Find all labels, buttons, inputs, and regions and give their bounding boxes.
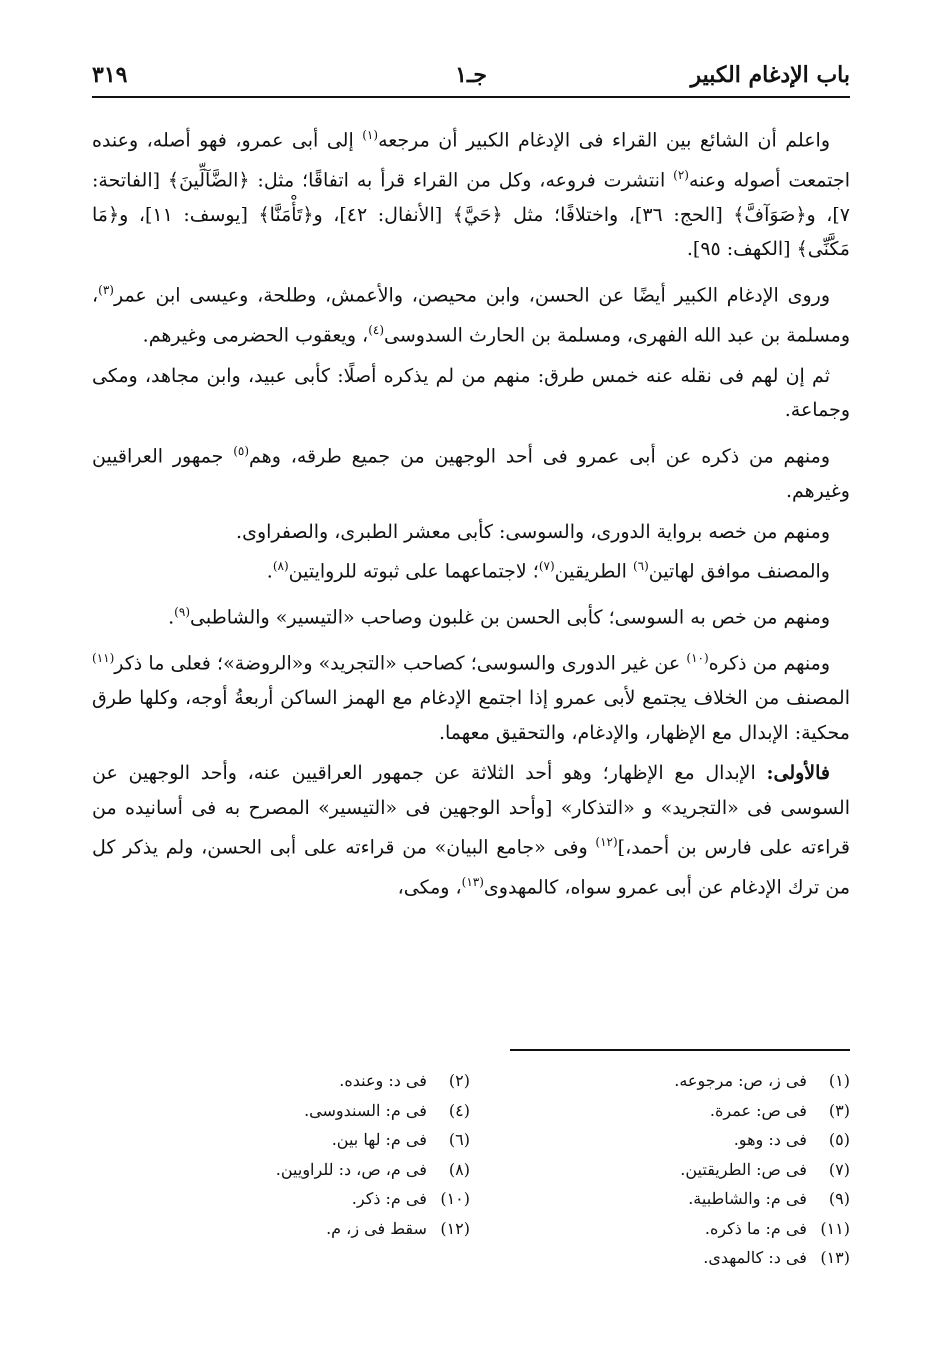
footnote-text: سقط فى ز، م.	[326, 1218, 427, 1238]
paragraph-2	[92, 273, 850, 353]
paragraph-5	[92, 515, 850, 550]
footnote-text: فى م: والشاطبية.	[688, 1189, 807, 1208]
footnote-ref: (٣)	[98, 283, 114, 298]
chapter-title: باب الإدغام الكبير	[690, 62, 850, 88]
footnote	[490, 1155, 850, 1185]
text-run: ، ومكى،	[397, 876, 462, 899]
text-run: ؛ لاجتماعهما على ثبوته للروايتين	[288, 560, 539, 583]
text-run: والمصنف موافق لهاتين	[648, 560, 830, 583]
footnote	[110, 1066, 470, 1096]
text-run: واعلم أن الشائع بين القراء فى الإدغام الكبير أن مرجعه	[378, 129, 830, 152]
footnote-number: (١)	[828, 1071, 850, 1090]
footnote-ref: (١)	[362, 128, 379, 142]
footnote	[490, 1096, 850, 1126]
text-run: ثم إن لهم فى نقله عنه خمس طرق: منهم من لم يذكره أصلًا: كأبى عبيد، وابن مجاهد، ومكى وجماعة.	[92, 364, 850, 422]
paragraph-7	[92, 595, 850, 635]
paragraph-6	[92, 549, 850, 589]
footnote	[110, 1214, 470, 1244]
footnote	[490, 1066, 850, 1096]
footnote-number: (١٢)	[440, 1218, 470, 1238]
footnote-text: فى ص: عمرة.	[709, 1100, 807, 1120]
text-run: ، ويعقوب الحضرمى وغيرهم.	[142, 324, 369, 347]
footnote-number: (١٣)	[820, 1248, 850, 1267]
footnote-ref: (٤)	[368, 322, 385, 337]
footnote-number: (١١)	[820, 1218, 850, 1238]
footnote-text: فى د: وعنده.	[339, 1071, 427, 1090]
footnote-ref: (١٠)	[686, 651, 709, 666]
footnote	[490, 1184, 850, 1214]
page-number: ٣١٩	[92, 62, 128, 88]
footnote-ref: (٢)	[673, 167, 689, 182]
footnote-text: فى م: لها بين.	[331, 1130, 427, 1149]
section-lead: فالأولى:	[766, 762, 830, 785]
footnote-number: (٦)	[448, 1130, 470, 1149]
footnote-number: (٤)	[448, 1100, 470, 1120]
footnote-ref: (٥)	[233, 444, 250, 459]
text-run: .	[168, 606, 175, 629]
paragraph-8	[92, 641, 850, 750]
footnote-text: فى ص: الطريقتين.	[680, 1159, 807, 1179]
footnote	[110, 1155, 470, 1185]
text-run: المصنف من الخلاف يجتمع لأبى عمرو إذا اجتمع الإدغام مع الهمز الساكن أربعةُ أوجه، وكلها طرق محكية: الإبدال مع الإظهار، والإدغام، والتحقيق معهما.	[92, 686, 850, 744]
footnote	[110, 1096, 470, 1126]
text-run: انتشرت فروعه، وكل من القراء قرأ به اتفاقًا؛ مثل: ﴿الضَّآلِّينَ﴾ [الفاتحة: ٧]، و﴿صَوَآفَّ﴾ [الحج: ٣٦]، واختلافًا؛ مثل ﴿حَيَّ﴾ [الأنفال: ٤٢]، و﴿تَأْمَنَّا﴾ [يوسف: ١١]، و﴿مَا مَكَّنِّى﴾ [الكهف: ٩٥].	[92, 169, 850, 261]
paragraph-4	[92, 434, 850, 509]
text-run: الإبدال مع الإظهار؛ وهو أحد الثلاثة عن جمهور العراقيين عنه، وأحد الوجهين عن السوسى فى «التجريد» و «التذكار» [وأحد الوجهين فى «التيسير» المصرح به فى أسانيده من قراءته على فارس بن أحمد،]	[92, 762, 850, 859]
footnote-number: (٧)	[828, 1159, 850, 1179]
page-header	[92, 62, 850, 98]
text-run: ومنهم من ذكره عن أبى عمرو فى أحد الوجهين من جميع طرقه، وهم	[249, 445, 831, 468]
text-run: وروى الإدغام الكبير أيضًا عن الحسن، وابن محيصن، والأعمش، وطلحة، وعيسى ابن عمر	[113, 284, 830, 307]
footnote-number: (١٠)	[440, 1189, 470, 1208]
footnote	[110, 1125, 470, 1155]
footnotes-column-left	[110, 1066, 470, 1243]
footnote-ref: (١١)	[92, 651, 115, 666]
paragraph-1	[92, 118, 850, 267]
volume-label: جـ١	[455, 62, 487, 88]
footnote	[490, 1243, 850, 1273]
footnote-text: فى م، ص، د: للراويين.	[275, 1159, 427, 1179]
text-run: إلى أبى عمرو، فهو أصله، وعنده اجتمعت أصوله وعنه	[92, 129, 851, 192]
footnote-text: فى د: كالمهدى.	[703, 1248, 807, 1267]
footnote-text: فى ز، ص: مرجوعه.	[674, 1071, 807, 1090]
paragraph-9	[92, 756, 850, 905]
footnote-ref: (٦)	[632, 559, 649, 574]
main-text	[92, 118, 850, 911]
footnote-text: فى د: وهو.	[733, 1130, 807, 1149]
paragraph-3	[92, 359, 850, 428]
footnote-number: (٨)	[448, 1159, 470, 1179]
text-run: ، ومسلمة بن عبد الله الفهرى، ومسلمة بن الحارث السدوسى	[92, 284, 850, 347]
footnote	[110, 1184, 470, 1214]
text-run: ومنهم من خص به السوسى؛ كأبى الحسن بن غلبون وصاحب «التيسير» والشاطبى	[190, 606, 830, 629]
text-run: ومنهم من ذكره	[708, 652, 831, 675]
footnote-ref: (٧)	[538, 559, 555, 574]
footnote-ref: (١٢)	[595, 835, 618, 850]
text-run: جمهور العراقيين وغيرهم.	[92, 445, 850, 502]
footnote-number: (٢)	[448, 1071, 470, 1090]
footnote-divider	[510, 1049, 850, 1051]
footnote-ref: (٨)	[272, 559, 289, 574]
footnote-text: فى م: السندوسى.	[304, 1100, 427, 1120]
footnotes-column-right	[490, 1066, 850, 1273]
footnote-ref: (٩)	[174, 605, 190, 620]
text-run: ومنهم من خصه برواية الدورى، والسوسى: كأبى معشر الطبرى، والصفراوى.	[236, 520, 830, 543]
footnote-text: فى م: ذكر.	[351, 1189, 427, 1208]
footnote-number: (٩)	[828, 1189, 850, 1208]
footnote	[490, 1214, 850, 1244]
text-run: عن غير الدورى والسوسى؛ كصاحب «التجريد» و«الروضة»؛ فعلى ما ذكر	[114, 652, 681, 675]
footnote-ref: (١٣)	[461, 875, 484, 890]
text-run: الطريقين	[554, 560, 627, 583]
footnote-number: (٣)	[828, 1100, 850, 1120]
text-run: .	[266, 560, 273, 583]
footnote	[490, 1125, 850, 1155]
footnote-text: فى م: ما ذكره.	[704, 1218, 807, 1238]
text-run: وفى «جامع البيان» من قراءته على أبى الحسن، ولم يذكر كل من ترك الإدغام عن أبى عمرو سواه، كالمهدوى	[92, 836, 850, 899]
footnote-number: (٥)	[828, 1130, 850, 1149]
